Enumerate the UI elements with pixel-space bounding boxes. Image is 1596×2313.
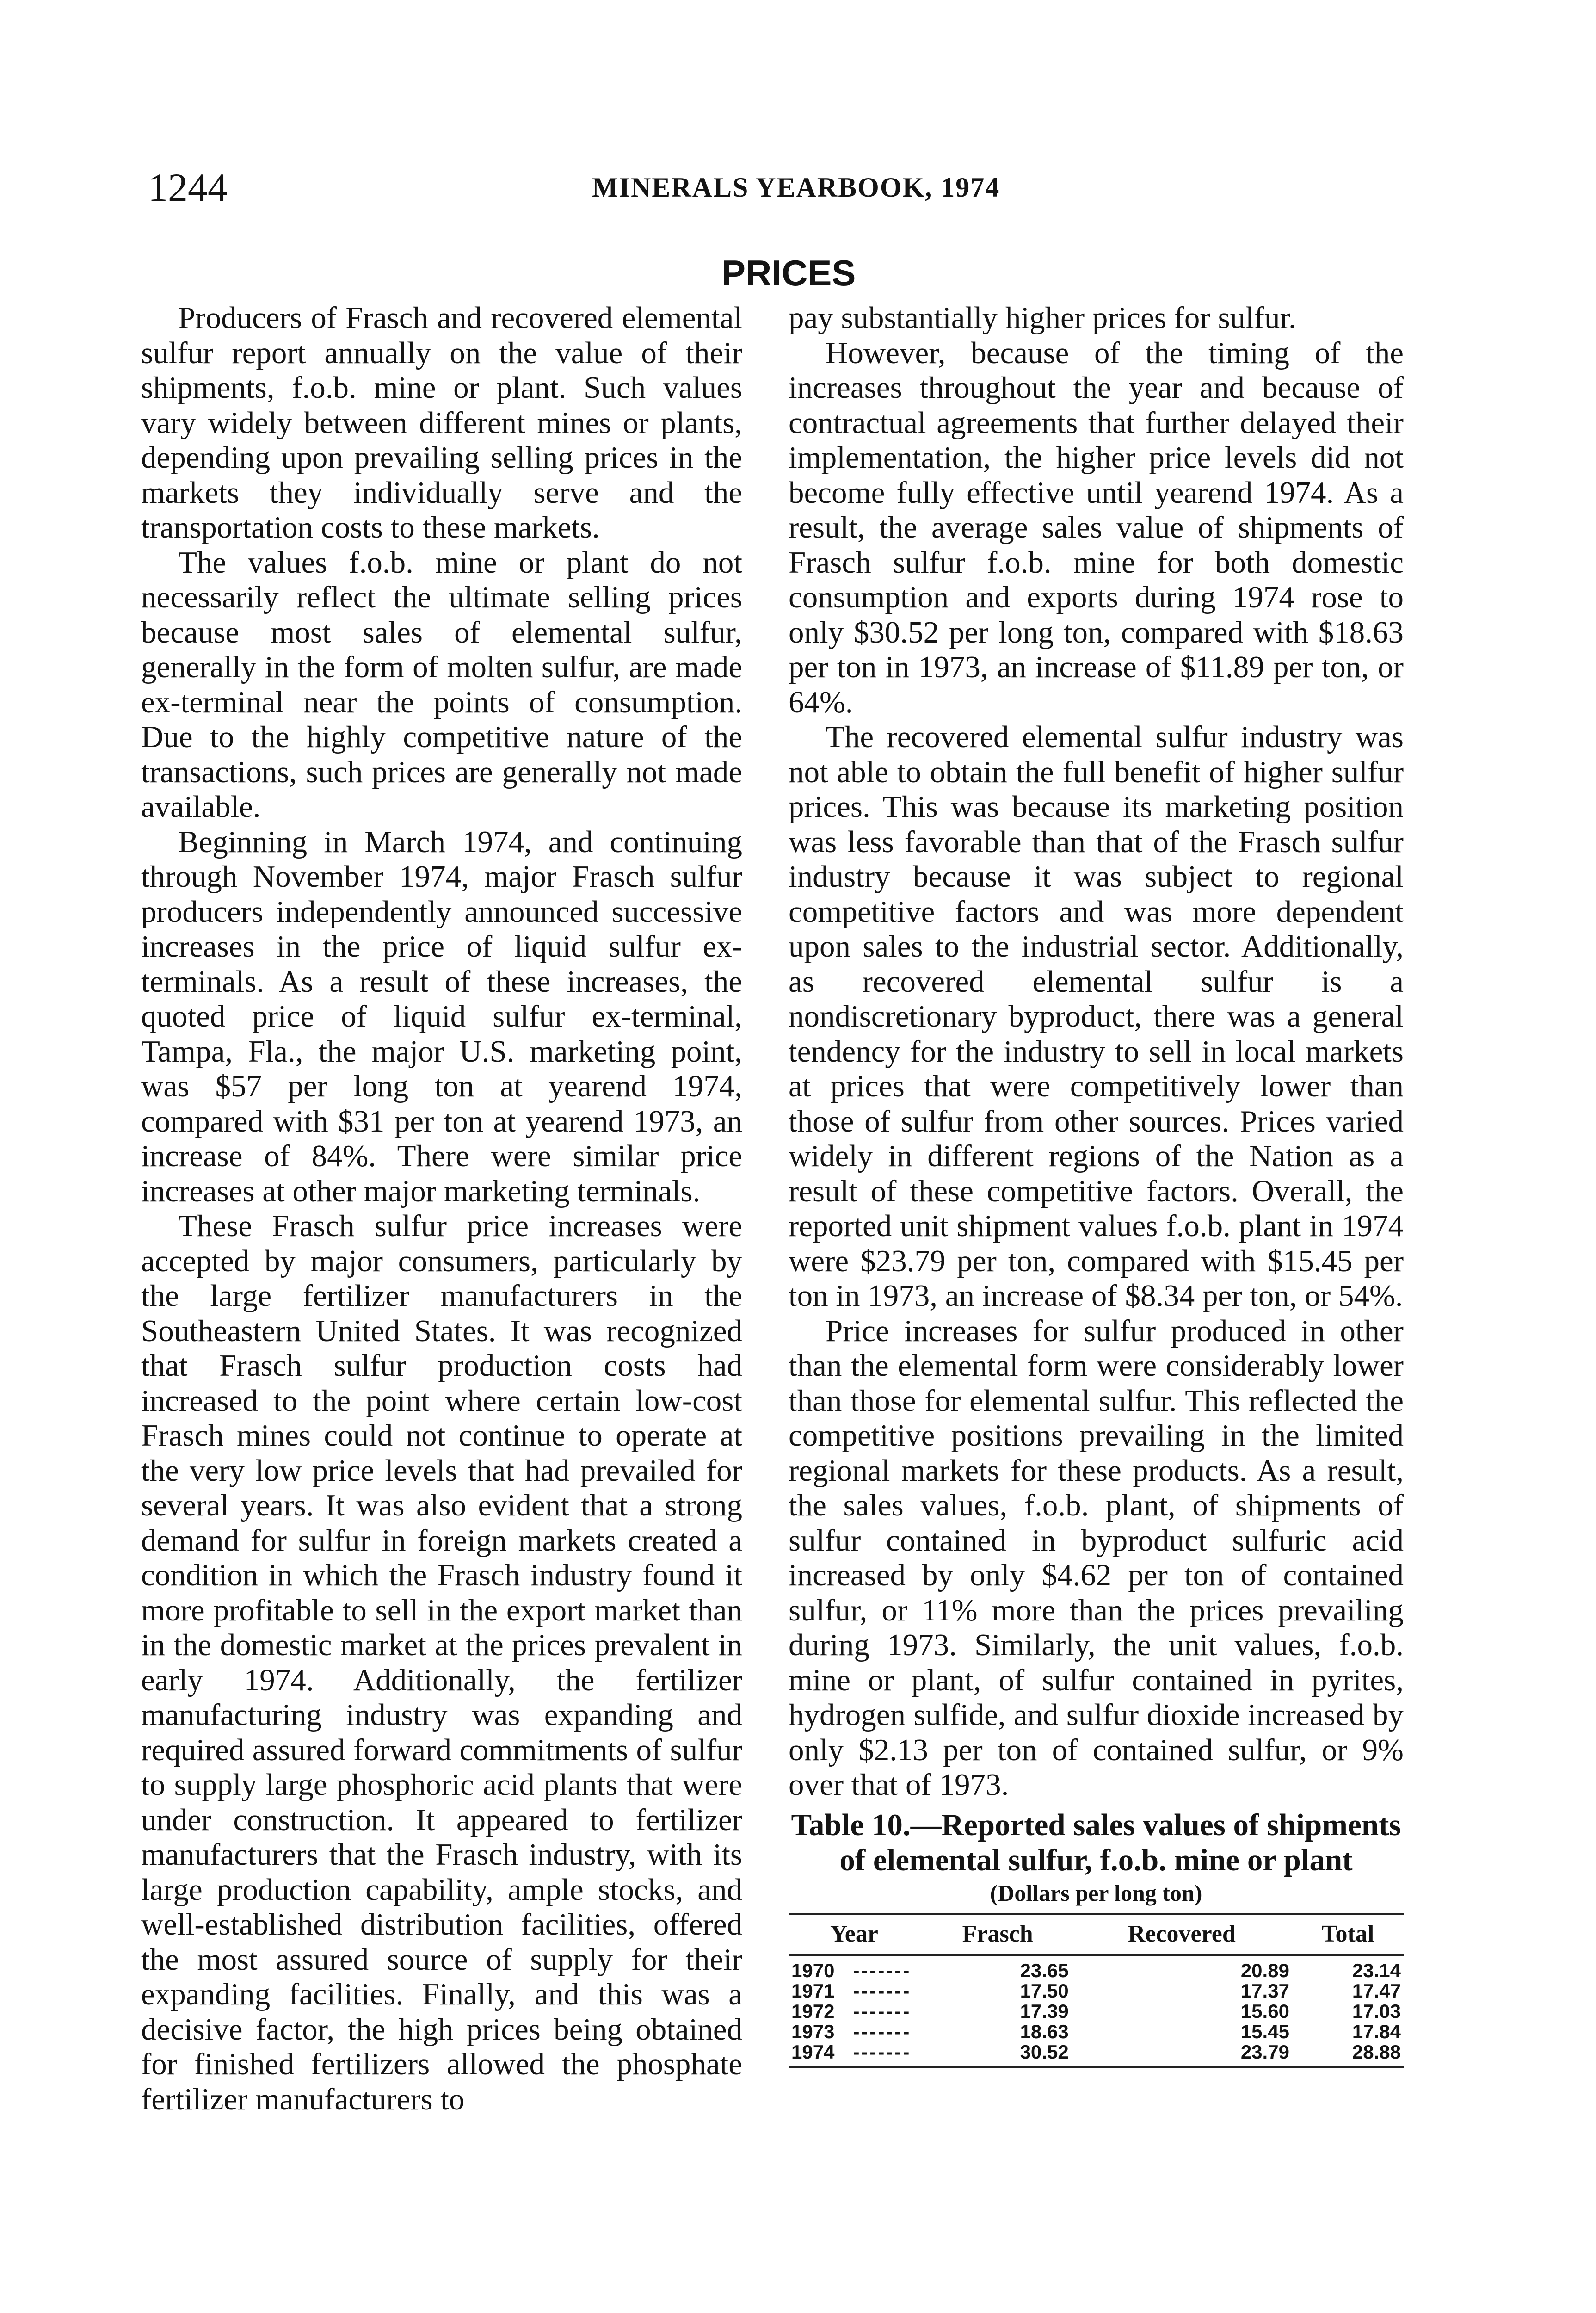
sales-values-table	[789, 1913, 1404, 2068]
paragraph: Price increases for sulfur produced in other than the elemental form were considerably lower than those for elemental sulfur. This reflected the competitive positions prevailing in the limited regional markets for these products. As a result, the sales values, f.o.b. plant, of shipments of sulfur contained in byproduct sulfuric acid increased by only $4.62 per ton of contained sulfur, or 11% more than the prices prevailing during 1973. Similarly, the unit values, f.o.b. mine or plant, of sulfur contained in pyrites, hydrogen sulfide, and sulfur dioxide increased by only $2.13 per ton of contained sulfur, or 9% over that of 1973.	[789, 1313, 1404, 1802]
table-row	[789, 2022, 1404, 2042]
cell-year	[789, 1981, 924, 2001]
table-caption: Table 10.—Reported sales values of shipments of elemental sulfur, f.o.b. mine or plant	[791, 1807, 1401, 1877]
paragraph: The recovered elemental sulfur industry was not able to obtain the full benefit of higher sulfur prices. This was because its marketing position was less favorable than that of the Frasch sulfur industry because it was subject to regional competitive factors and was more dependent upon sales to the industrial sector. Additionally, as recovered elemental sulfur is a nondiscretionary byproduct, there was a general tendency for the industry to sell in local markets at prices that were competitively lower than those of sulfur from other sources. Prices varied widely in different regions of the Nation as a result of these competitive factors. Overall, the reported unit shipment values f.o.b. plant in 1974 were $23.79 per ton, compared with $15.45 per ton in 1973, an increase of $8.34 per ton, or 54%.	[789, 720, 1404, 1313]
cell-frasch: 23.65	[1020, 1959, 1069, 1981]
table-units: (Dollars per long ton)	[990, 1880, 1202, 1906]
cell-frasch: 17.39	[1020, 2000, 1069, 2022]
right-column	[789, 301, 1404, 2068]
cell-total: 23.14	[1352, 1959, 1401, 1981]
section-title: PRICES	[721, 253, 856, 293]
year-value: 1970	[791, 1959, 835, 1981]
dot-leader: -------	[853, 1959, 912, 1981]
year-value: 1974	[791, 2041, 835, 2063]
table-row	[789, 2042, 1404, 2067]
table-row	[789, 2001, 1404, 2022]
cell-year	[789, 2001, 924, 2022]
cell-recovered: 23.79	[1072, 2042, 1292, 2067]
paragraph: Beginning in March 1974, and continuing through November 1974, major Frasch sulfur producers independently announced successive increases in the price of liquid sulfur ex-terminals. As a result of these increases, the quoted price of liquid sulfur ex-terminal, Tampa, Fla., the major U.S. marketing point, was $57 per long ton at yearend 1974, compared with $31 per ton at yearend 1973, an increase of 84%. There were similar price increases at other major marketing terminals.	[141, 824, 742, 1208]
table-row	[789, 1955, 1404, 1981]
running-title: MINERALS YEARBOOK, 1974	[592, 172, 1000, 203]
column-header-year: Year	[789, 1914, 924, 1955]
page-header	[0, 160, 1596, 215]
cell-frasch: 17.50	[1020, 1979, 1069, 2002]
cell-recovered: 15.45	[1240, 2020, 1289, 2042]
cell-total: 17.03	[1352, 2000, 1401, 2022]
paragraph: However, because of the timing of the increases throughout the year and because of contractual agreements that further delayed their implementation, the higher price levels did not become fully effective until yearend 1974. As a result, the average sales value of shipments of Frasch sulfur f.o.b. mine for both domestic consumption and exports during 1974 rose to only $30.52 per long ton, compared with $18.63 per ton in 1973, an increase of $11.89 per ton, or 64%.	[789, 335, 1404, 719]
cell-frasch: 18.63	[1020, 2020, 1069, 2042]
column-header-frasch: Frasch	[924, 1914, 1072, 1955]
dot-leader: -------	[853, 1979, 912, 2002]
cell-recovered: 20.89	[1240, 1959, 1289, 1981]
page-number: 1244	[148, 165, 228, 210]
column-header-recovered: Recovered	[1072, 1914, 1292, 1955]
cell-frasch: 30.52	[924, 2042, 1072, 2067]
year-value: 1971	[791, 1979, 835, 2002]
year-value: 1973	[791, 2020, 835, 2042]
left-column	[141, 301, 742, 2117]
table-row	[789, 1981, 1404, 2001]
cell-total: 28.88	[1292, 2042, 1404, 2067]
dot-leader: -------	[853, 2020, 912, 2042]
cell-year	[789, 1955, 924, 1981]
paragraph: These Frasch sulfur price increases were accepted by major consumers, particularly by the large fertilizer manufacturers in the Southeastern United States. It was recognized that Frasch sulfur production costs had increased to the point where certain low-cost Frasch mines could not continue to operate at the very low price levels that had prevailed for several years. It was also evident that a strong demand for sulfur in foreign markets created a condition in which the Frasch industry found it more profitable to sell in the export market than in the domestic market at the prices prevalent in early 1974. Additionally, the fertilizer manufacturing industry was expanding and required assured forward commitments of sulfur to supply large phosphoric acid plants that were under construction. It appeared to fertilizer manufacturers that the Frasch industry, with its large production capability, ample stocks, and well-established distribution facilities, offered the most assured source of supply for their expanding facilities. Finally, and this was a decisive factor, the high prices being obtained for finished fertilizers allowed the phosphate fertilizer manufacturers to	[141, 1209, 742, 2116]
cell-recovered: 17.37	[1240, 1979, 1289, 2002]
dot-leader: -------	[853, 2000, 912, 2022]
dot-leader: -------	[853, 2041, 912, 2063]
cell-total: 17.47	[1352, 1979, 1401, 2002]
cell-year	[789, 2022, 924, 2042]
paragraph: Producers of Frasch and recovered elemental sulfur report annually on the value of their shipments, f.o.b. mine or plant. Such values vary widely between different mines or plants, depending upon prevailing selling prices in the markets they individually serve and the transportation costs to these markets.	[141, 301, 742, 544]
column-header-total: Total	[1292, 1914, 1404, 1955]
cell-year	[789, 2042, 924, 2067]
table-header-row	[789, 1914, 1404, 1955]
paragraph-continued: pay substantially higher prices for sulfur.	[789, 301, 1296, 335]
year-value: 1972	[791, 2000, 835, 2022]
cell-total: 17.84	[1352, 2020, 1401, 2042]
cell-recovered: 15.60	[1240, 2000, 1289, 2022]
paragraph: The values f.o.b. mine or plant do not necessarily reflect the ultimate selling prices because most sales of elemental sulfur, generally in the form of molten sulfur, are made ex-terminal near the points of consumption. Due to the highly competitive nature of the transactions, such prices are generally not made available.	[141, 545, 742, 824]
